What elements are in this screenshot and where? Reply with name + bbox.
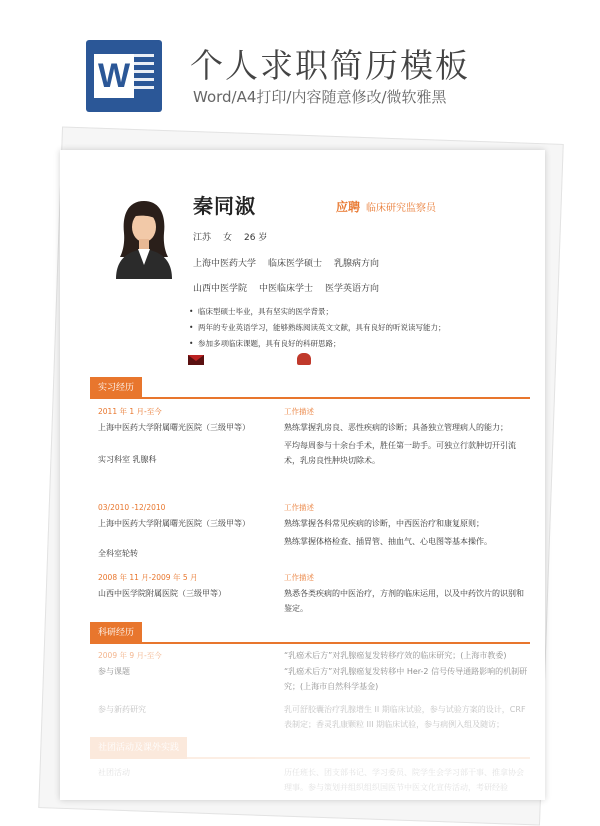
entry-dept: 实习科室 乳腺科 xyxy=(98,455,157,464)
resume-page xyxy=(60,150,545,800)
desc-label: 工作描述 xyxy=(284,407,314,416)
entry-desc: 熟悉各类疾病的中医治疗，方剂的临床运用，以及中药饮片的识别和鉴定。 xyxy=(284,589,524,613)
desc-label: 工作描述 xyxy=(284,503,314,512)
list-item: • 两年的专业英语学习，能够熟练阅读英文文献，具有良好的听说读写能力； xyxy=(198,320,446,336)
entry-desc: 历任班长、团支部书记、学习委员、院学生会学习部干事、推拿协会理事。参与策划并组织组织国医节中医文化宣传活动，考研经验 xyxy=(284,768,524,792)
email-icon xyxy=(188,355,204,365)
major: 医学英语方向 xyxy=(325,284,380,294)
section-title: 实习经历 xyxy=(90,377,142,399)
entry-desc: “乳癌术后方”对乳腺癌复发转移中 Her-2 信号传导通路影响的机制研究；(上海市自然科学基金) xyxy=(284,667,528,691)
entry-date: 2011 年 1 月-至今 xyxy=(98,407,162,416)
entry-desc: “乳癌术后方”对乳腺癌复发转移疗效的临床研究；(上海市教委) xyxy=(284,651,507,660)
entry-dept: 全科室轮转 xyxy=(98,549,138,558)
apply-position xyxy=(336,198,436,215)
entry-label: 参与新药研究 xyxy=(98,705,146,714)
template-header xyxy=(0,0,600,135)
word-logo-letter: W xyxy=(94,54,134,98)
entry-org: 上海中医药大学附属曙光医院（三级甲等） xyxy=(98,423,250,432)
list-item: • 参加多项临床课题，具有良好的科研思路； xyxy=(198,336,446,352)
word-icon xyxy=(86,40,162,112)
education-bachelor xyxy=(193,281,391,294)
entry-desc: 平均每周参与十余台手术，胜任第一助手。可独立行款肿切开引流术，乳房良性肿块切除术。 xyxy=(284,441,516,465)
section-internship xyxy=(90,375,530,399)
entry-desc: 乳可舒胶囊治疗乳腺增生 II 期临床试验，参与试验方案的设计，CRF 表制定；香灵乳康颗粒 III 期临床试验，参与病例入组及随访； xyxy=(284,705,526,729)
school: 山西中医学院 xyxy=(193,284,248,294)
age: 26 岁 xyxy=(244,233,268,243)
section-research xyxy=(90,620,530,644)
avatar xyxy=(108,195,180,279)
section-title: 社团活动及课外实践 xyxy=(90,737,187,759)
section-activity xyxy=(90,735,530,759)
word-logo-lines xyxy=(130,54,154,98)
degree: 临床医学硕士 xyxy=(268,259,323,269)
section-title: 科研经历 xyxy=(90,622,142,644)
phone-icon xyxy=(297,353,311,365)
apply-position-title: 临床研究监察员 xyxy=(366,203,437,214)
summary-list xyxy=(198,304,446,352)
entry-desc: 熟练掌握体格检查、插胃管、抽血气、心电图等基本操作。 xyxy=(284,537,492,546)
entry-desc: 熟练掌握各科常见疾病的诊断，中西医治疗和康复原则； xyxy=(284,519,484,528)
template-subtitle: Word/A4打印/内容随意修改/微软雅黑 xyxy=(193,88,447,106)
list-item: • 临床型硕士毕业，具有坚实的医学背景； xyxy=(198,304,446,320)
entry-org: 上海中医药大学附属曙光医院（三级甲等） xyxy=(98,519,250,528)
template-title: 个人求职简历模板 xyxy=(190,46,470,85)
gender: 女 xyxy=(223,233,233,243)
entry-label: 社团活动 xyxy=(98,768,130,777)
desc-label: 工作描述 xyxy=(284,573,314,582)
entry-label: 参与课题 xyxy=(98,667,130,676)
entry-desc: 熟练掌握乳房良、恶性疾病的诊断；具备独立管理病人的能力； xyxy=(284,423,508,432)
major: 乳腺病方向 xyxy=(334,259,380,269)
education-master xyxy=(193,256,391,269)
entry-date: 03/2010 -12/2010 xyxy=(98,503,166,512)
degree: 中医临床学士 xyxy=(259,284,314,294)
entry-org: 山西中医学院附属医院（三级甲等） xyxy=(98,589,226,598)
hometown: 江苏 xyxy=(193,233,212,243)
entry-date: 2008 年 11 月-2009 年 5 月 xyxy=(98,573,198,582)
entry-date: 2009 年 9 月-至今 xyxy=(98,651,162,660)
apply-label: 应聘 xyxy=(336,200,361,214)
candidate-name: 秦同淑 xyxy=(193,194,256,218)
basic-info xyxy=(193,230,279,243)
school: 上海中医药大学 xyxy=(193,259,257,269)
